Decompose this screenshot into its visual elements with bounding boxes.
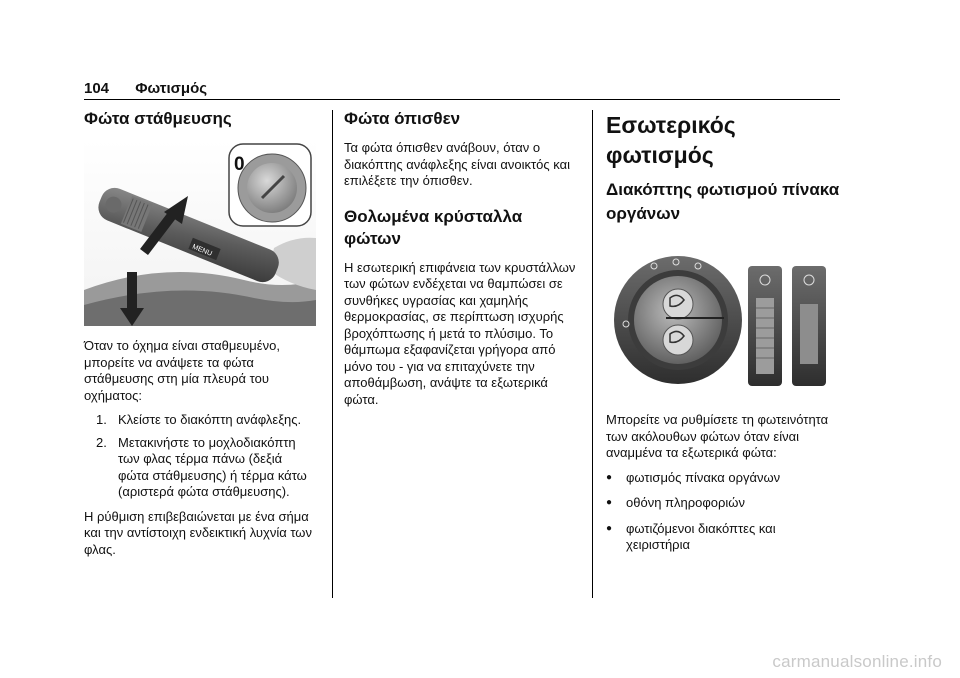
misted-lenses-heading: Θολωμένα κρύσταλλα φώτων (344, 206, 523, 248)
parking-steps (84, 412, 316, 501)
page-number: 104 (84, 80, 110, 97)
instrument-panel-switch-heading: Διακόπτης φωτισμού πίνακα οργάνων (606, 180, 840, 223)
list-item (84, 435, 316, 501)
column-reversing-lights (344, 102, 580, 416)
bullet-icon: ● (606, 471, 613, 483)
menu-button-label: MENU (191, 243, 213, 258)
reversing-text: Τα φώτα όπισθεν ανάβουν, όταν ο διακόπτης ανάφλεξης είναι ανοικτός και επιλέξετε την όπισθεν. (344, 140, 570, 188)
list-item-text: φωτισμός πίνακα οργάνων (626, 469, 781, 485)
section-title: Φωτισμός (135, 80, 208, 97)
list-item (606, 495, 842, 512)
turn-signal-lever-figure (84, 140, 316, 326)
bullet-icon: ● (606, 497, 613, 508)
step-text: Κλείστε το διακόπτη ανάφλεξης. (118, 412, 302, 427)
list-item-text: οθόνη πληροφοριών (626, 495, 745, 510)
step-number: 1. (96, 412, 107, 427)
list-item (606, 521, 842, 554)
light-switch-panel-figure (606, 248, 838, 394)
parking-lights-heading: Φώτα στάθμευσης (84, 109, 232, 128)
misted-text: Η εσωτερική επιφάνεια των κρυστάλλων των φώτων ενδέχεται να θαμπώσει σε συνθήκες υγρασίας και χαμηλής θερμοκρασίας, σε περίπτωση ισχυρής βροχόπτωσης ή μετά το πλύσιμο. Το θάμπωμα εξαφανίζεται γρήγορα από μόνο του - για να επιταχύνετε την αποθάμβωση, ανάψτε τα εξωτερικά φώτα. (344, 259, 576, 407)
column-divider-1 (332, 110, 333, 598)
column-parking-lights (84, 102, 316, 566)
column-divider-2 (592, 110, 593, 598)
step-text: Μετακινήστε το μοχλοδιακόπτη των φλας τέρμα πάνω (δεξιά φώτα στάθμευσης) ή τέρμα κάτω (αριστερά φώτα στάθμευσης). (118, 434, 307, 499)
reversing-lights-heading: Φώτα όπισθεν (344, 109, 461, 128)
list-item (84, 412, 316, 429)
ignition-position-label: 0 (234, 154, 245, 175)
adjustable-lights-list (606, 470, 842, 554)
step-number: 2. (96, 434, 107, 450)
parking-intro: Όταν το όχημα είναι σταθμευμένο, μπορείτε να ανάψετε τα φώτα στάθμευσης στη μία πλευρά του οχήματος: (84, 338, 280, 403)
page-header (84, 80, 207, 97)
watermark: carmanualsonline.info (772, 652, 942, 671)
header-rule (84, 99, 840, 100)
list-item-text: φωτιζόμενοι διακόπτες και χειριστήρια (626, 520, 776, 552)
interior-text: Μπορείτε να ρυθμίσετε τη φωτεινότητα των ακόλουθων φώτων όταν είναι αναμμένα τα εξωτερικά φώτα: (606, 412, 829, 460)
column-interior-lighting (606, 102, 842, 563)
bullet-icon: ● (606, 522, 613, 534)
interior-lighting-heading: Εσωτερικός φωτισμός (606, 112, 736, 168)
list-item (606, 470, 842, 487)
parking-note: Η ρύθμιση επιβεβαιώνεται με ένα σήμα και την αντίστοιχη ενδεικτική λυχνία των φλας. (84, 508, 312, 557)
